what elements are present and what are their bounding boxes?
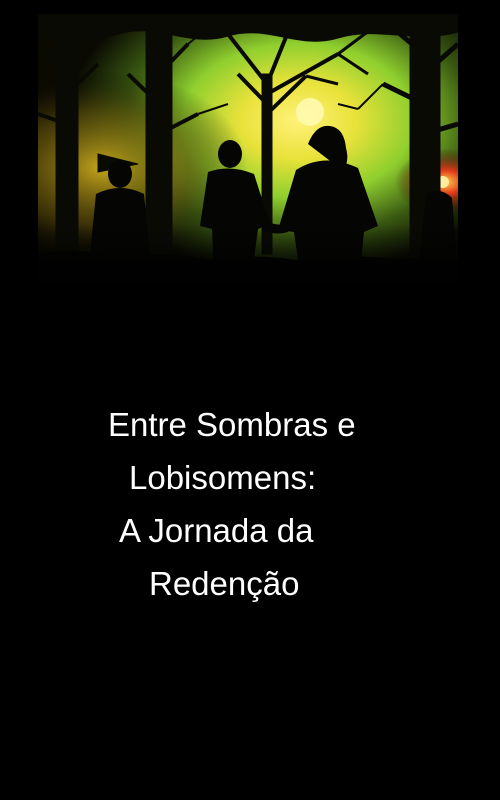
title-line-2: Lobisomens: — [129, 459, 317, 496]
title-line-4: Redenção — [149, 565, 300, 602]
cover-illustration — [38, 14, 458, 294]
title-line-3: A Jornada da — [119, 512, 314, 549]
title-line-1: Entre Sombras e — [108, 406, 356, 443]
forest-silhouette-image — [38, 14, 458, 294]
